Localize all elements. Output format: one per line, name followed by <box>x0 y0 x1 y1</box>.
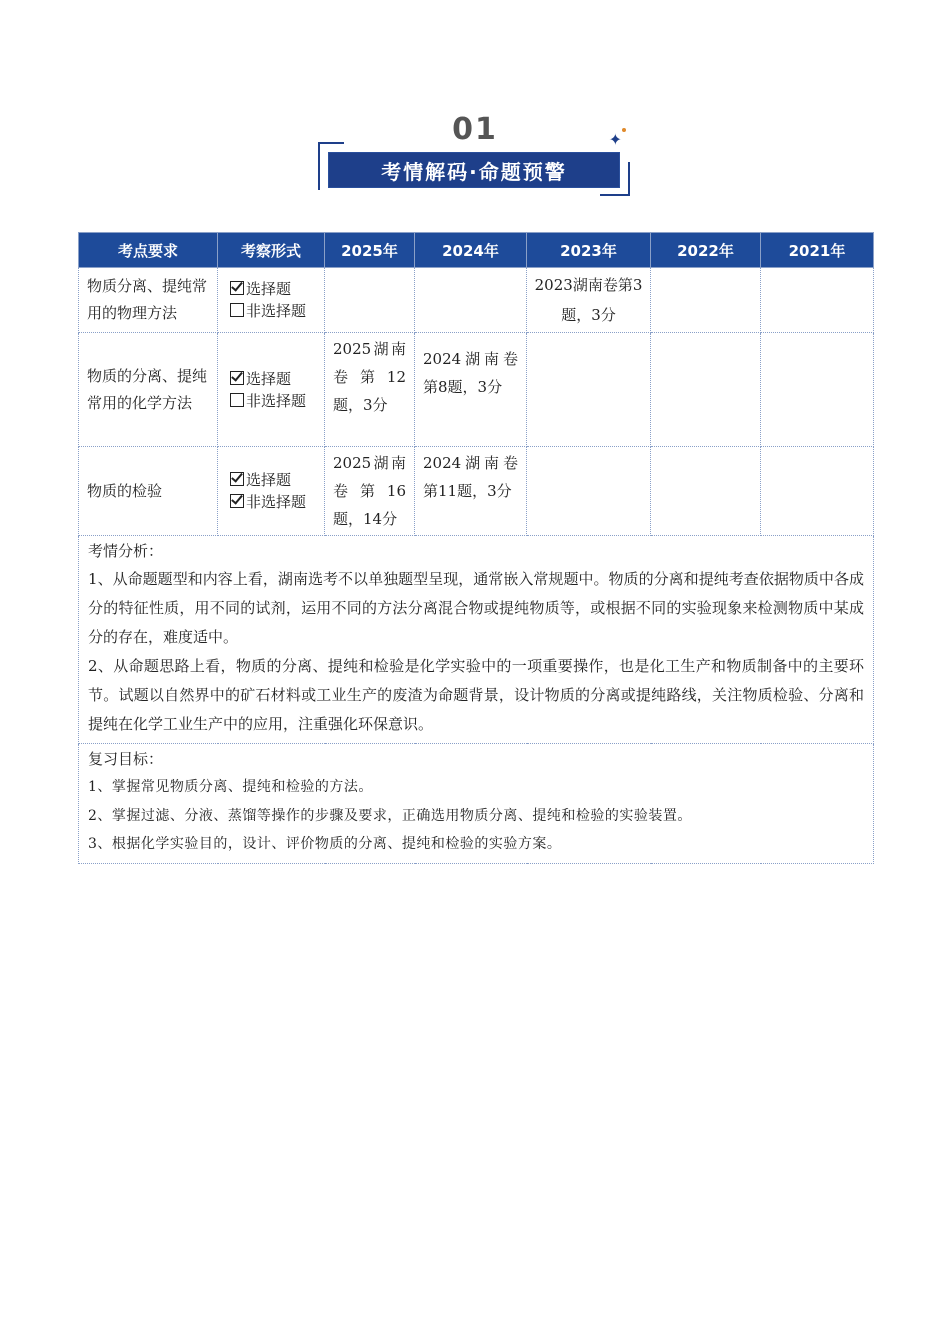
goal-item: 1、掌握常见物质分离、提纯和检验的方法。 <box>88 779 373 795</box>
cell-2021 <box>761 447 874 536</box>
analysis-paragraph: 1、从命题题型和内容上看，湖南选考不以单独题型呈现，通常嵌入常规题中。物质的分离和提纯考查依据物质中各成分的特征性质，用不同的试剂，运用不同的方法分离混合物或提纯物质等，或根据不同的实验现象来检测物质中某成分的存在，难度适中。 <box>88 570 864 646</box>
option-nonchoice: 非选择题 <box>230 390 323 412</box>
analysis-row <box>79 536 874 744</box>
goals-title: 复习目标： <box>88 750 164 768</box>
checked-box-icon <box>230 472 244 486</box>
cell-2025: 2025湖南卷第12题，3分 <box>325 333 415 447</box>
cell-2021 <box>761 268 874 333</box>
goals-row <box>79 744 874 864</box>
analysis-title: 考情分析： <box>88 542 164 560</box>
header-topic: 考点要求 <box>79 233 218 268</box>
section-title: 考情解码·命题预警 <box>326 150 622 190</box>
option-nonchoice: 非选择题 <box>230 491 323 513</box>
goal-item: 3、根据化学实验目的，设计、评价物质的分离、提纯和检验的实验方案。 <box>88 836 562 852</box>
table-row <box>79 333 874 447</box>
header-2022: 2022年 <box>651 233 761 268</box>
cell-2025 <box>325 268 415 333</box>
option-choice: 选择题 <box>230 469 323 491</box>
cell-2025: 2025湖南卷第16题，14分 <box>325 447 415 536</box>
header-2025: 2025年 <box>325 233 415 268</box>
topic-cell: 物质的分离、提纯常用的化学方法 <box>79 333 218 447</box>
section-number: 01 <box>452 112 498 147</box>
unchecked-box-icon <box>230 393 244 407</box>
cell-2024: 2024湖南卷第8题，3分 <box>415 333 527 447</box>
sparkle-dot-icon <box>622 128 626 132</box>
cell-2023 <box>527 333 651 447</box>
option-choice: 选择题 <box>230 278 323 300</box>
form-cell <box>218 268 325 333</box>
checked-box-icon <box>230 371 244 385</box>
header-2021: 2021年 <box>761 233 874 268</box>
goals-section <box>79 744 874 864</box>
option-nonchoice: 非选择题 <box>230 300 323 322</box>
header-2023: 2023年 <box>527 233 651 268</box>
cell-2022 <box>651 333 761 447</box>
form-cell <box>218 333 325 447</box>
goal-item: 2、掌握过滤、分液、蒸馏等操作的步骤及要求，正确选用物质分离、提纯和检验的实验装置。 <box>88 807 692 824</box>
analysis-section <box>79 536 874 744</box>
header-form: 考察形式 <box>218 233 325 268</box>
header-2024: 2024年 <box>415 233 527 268</box>
topic-cell: 物质分离、提纯常用的物理方法 <box>79 268 218 333</box>
cell-2022 <box>651 268 761 333</box>
unchecked-box-icon <box>230 303 244 317</box>
topic-cell: 物质的检验 <box>79 447 218 536</box>
option-choice: 选择题 <box>230 368 323 390</box>
table-row <box>79 447 874 536</box>
cell-2022 <box>651 447 761 536</box>
cell-2023: 2023湖南卷第3题，3分 <box>527 268 651 333</box>
checked-box-icon <box>230 494 244 508</box>
table-header-row <box>79 233 874 268</box>
checked-box-icon <box>230 281 244 295</box>
form-cell <box>218 447 325 536</box>
table-row <box>79 268 874 333</box>
analysis-paragraph: 2、从命题思路上看，物质的分离、提纯和检验是化学实验中的一项重要操作，也是化工生产和物质制备中的主要环节。试题以自然界中的矿石材料或工业生产的废渣为命题背景，设计物质的分离或提纯路线，关注物质检验、分离和提纯在化学工业生产中的应用，注重强化环保意识。 <box>88 657 864 733</box>
section-banner <box>316 112 634 200</box>
cell-2021 <box>761 333 874 447</box>
sparkle-icon: ✦ <box>608 130 622 149</box>
cell-2023 <box>527 447 651 536</box>
cell-2024 <box>415 268 527 333</box>
exam-analysis-table <box>78 232 874 864</box>
cell-2024: 2024湖南卷第11题，3分 <box>415 447 527 536</box>
